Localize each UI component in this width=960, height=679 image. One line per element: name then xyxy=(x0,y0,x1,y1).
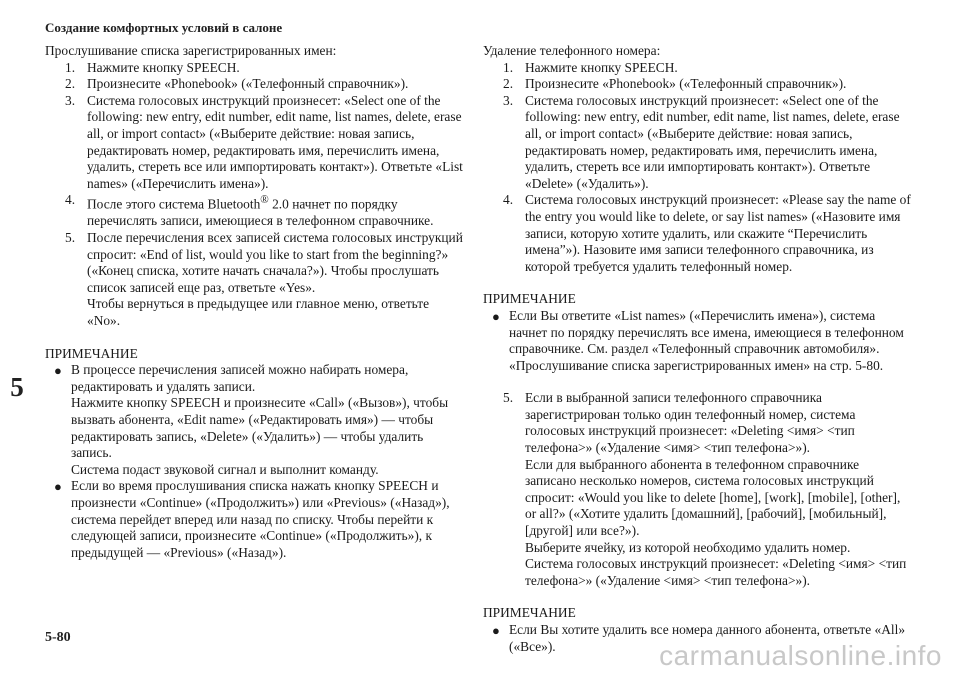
step-number: 4. xyxy=(65,192,76,208)
step-number: 2. xyxy=(65,76,76,92)
note-line: Нажмите кнопку SPEECH и произнесите «Call» («Вызов»), чтобы вызвать абонента, «Edit name» («Редактировать имя») — чтобы редактировать запись, «Delete» («Удалить») — чтобы удалить запись. xyxy=(71,395,449,461)
step-number: 3. xyxy=(65,92,76,108)
right-intro: Удаление телефонного номера: xyxy=(483,43,661,58)
step-number: 1. xyxy=(503,59,514,75)
step-text: После перечисления всех записей система голосовых инструкций спросит: «End of list, would you like to start from the beginning?» («Конец списка, хотите начать сначала?»). Чтобы прослушать список записей еще раз, ответьте «Yes». xyxy=(87,230,463,295)
step-number: 4. xyxy=(503,192,514,208)
right-step-3 xyxy=(483,93,913,193)
note-text: Если Вы ответите «List names» («Перечислить имена»), система начнет по порядку перечислять все имена, имеющиеся в телефонном справочнике. См. раздел «Телефонный справочник автомобиля». «Прослушивание списка зарегистрированных имен» на стр. 5-80. xyxy=(509,307,904,373)
bullet-icon: ● xyxy=(54,479,62,495)
page-number: 5-80 xyxy=(45,630,71,645)
step-line: Система голосовых инструкций произнесет: «Deleting <имя> <тип телефона>» («Удаление <имя> <тип телефона>»). xyxy=(525,556,907,588)
right-column xyxy=(483,43,913,655)
note-text: Если Вы хотите удалить все номера данного абонента, ответьте «All» («Все»). xyxy=(509,622,906,654)
step-text: Нажмите кнопку SPEECH. xyxy=(87,59,240,75)
right-step-4 xyxy=(483,192,913,275)
right-step-2 xyxy=(483,76,913,93)
step-text: Произнесите «Phonebook» («Телефонный справочник»). xyxy=(525,76,847,92)
right-step-1 xyxy=(483,60,913,77)
step-text: 2.0 начнет по порядку перечислять записи, имеющиеся в телефонном справочнике. xyxy=(87,196,434,229)
step-line: Если в выбранной записи телефонного справочника зарегистрирован только один телефонный номер, система голосовых инструкций произнесет: «Deleting <имя> <тип телефона>» («Удаление <имя> <тип телефона>»). xyxy=(525,390,856,456)
note-heading: ПРИМЕЧАНИЕ xyxy=(483,605,576,621)
step-line: Если для выбранного абонента в телефонном справочнике записано несколько номеров, система голосовых инструкций спросит: «Would you like to delete [home], [work], [mobile], [other], or all?» («Хотите удалить [домашний], [рабочий], [мобильный], [другой] или все?»). xyxy=(525,456,901,539)
watermark: carmanualsonline.info xyxy=(659,640,942,671)
step-text: Система голосовых инструкций произнесет: «Select one of the following: new entry, edit number, edit name, list names, delete, erase all, or import contact» («Выберите действие: новая запись, редактировать номер, редактировать имя, перечислить имена, удалить, стереть все или импортировать контакт»). Ответьте «List names» («Перечислить имена»). xyxy=(87,92,463,191)
left-note-1 xyxy=(45,362,465,478)
note-line: Система подаст звуковой сигнал и выполнит команду. xyxy=(71,461,379,477)
left-steps xyxy=(45,60,465,330)
step-number: 2. xyxy=(503,76,514,92)
step-text: Нажмите кнопку SPEECH. xyxy=(525,59,678,75)
left-step-4 xyxy=(45,192,465,230)
step-number: 3. xyxy=(503,92,514,108)
right-note-1-item xyxy=(483,308,913,374)
step-text: Произнесите «Phonebook» («Телефонный справочник»). xyxy=(87,76,409,92)
step-text: Система голосовых инструкций произнесет: «Please say the name of the entry you would like to delete, or say list names» («Назовите имя записи, которую хотите удалить, или скажите “Перечислить имена”»). Назовите имя записи телефонного справочника, из которой требуется удалить телефонный номер. xyxy=(525,192,911,274)
step-number: 5. xyxy=(503,390,514,406)
step-number: 1. xyxy=(65,59,76,75)
right-note-2-item xyxy=(483,622,913,655)
right-note-1 xyxy=(483,308,913,374)
chapter-tab: 5 xyxy=(10,372,24,402)
right-note-2 xyxy=(483,622,913,655)
left-step-3 xyxy=(45,93,465,193)
bullet-icon: ● xyxy=(492,308,500,324)
left-column xyxy=(45,43,465,561)
left-step-5 xyxy=(45,230,465,330)
note-heading: ПРИМЕЧАНИЕ xyxy=(483,291,576,307)
page-header: Создание комфортных условий в салоне xyxy=(45,20,283,35)
bullet-icon: ● xyxy=(54,363,62,379)
step-line: Выберите ячейку, из которой необходимо удалить номер. xyxy=(525,539,851,555)
note-heading: ПРИМЕЧАНИЕ xyxy=(45,345,138,361)
right-step-5 xyxy=(483,390,913,589)
step-number: 5. xyxy=(65,230,76,245)
left-step-1 xyxy=(45,60,465,77)
step-text: После этого система Bluetooth xyxy=(87,196,261,212)
left-note-2 xyxy=(45,478,465,561)
right-steps xyxy=(483,60,913,276)
left-notes xyxy=(45,362,465,561)
left-step-2 xyxy=(45,76,465,93)
left-intro: Прослушивание списка зарегистрированных имен: xyxy=(45,43,337,58)
registered-mark: ® xyxy=(260,194,269,207)
note-line: Если во время прослушивания списка нажать кнопку SPEECH и произнести «Continue» («Продолжить») или «Previous» («Назад»), система перейдет вперед или назад по списку. Чтобы перейти к следующей записи, произнесите «Continue» («Продолжить»), к предыдущей — «Previous» («Назад»). xyxy=(71,478,450,560)
step-text: Система голосовых инструкций произнесет: «Select one of the following: new entry, edit number, edit name, list names, delete, erase all, or import contact» («Выберите действие: новая запись, редактировать номер, редактировать имя, перечислить имена, удалить, стереть все или импортировать контакт»). Ответьте «Delete» («Удалить»). xyxy=(525,92,900,191)
note-line: В процессе перечисления записей можно набирать номера, редактировать и удалять записи. xyxy=(71,362,409,394)
bullet-icon: ● xyxy=(492,623,500,638)
step-text-2: Чтобы вернуться в предыдущее или главное меню, ответьте «No». xyxy=(87,296,430,328)
